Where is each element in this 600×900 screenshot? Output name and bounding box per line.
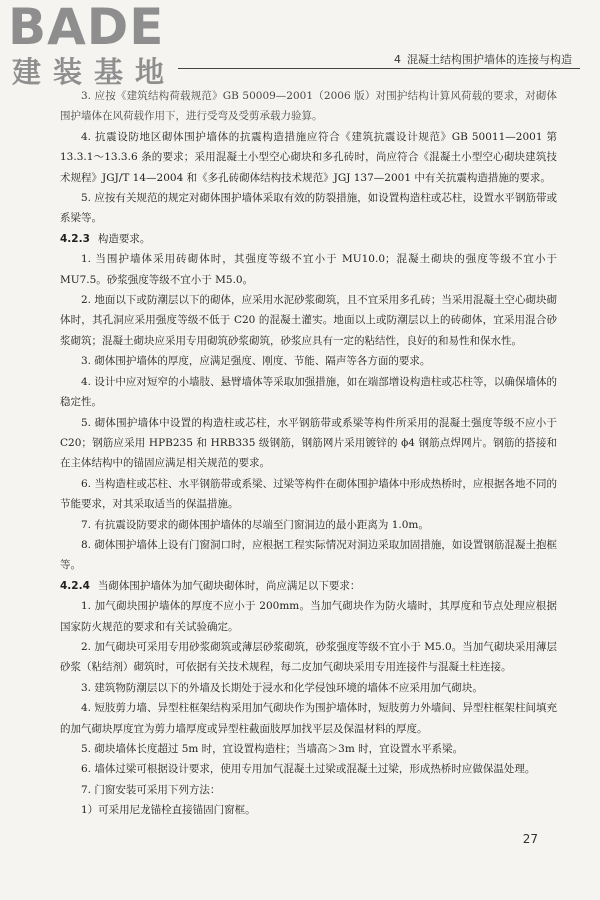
paragraph: 3. 砌体围护墙体的厚度，应满足强度、刚度、节能、隔声等各方面的要求。	[81, 355, 431, 368]
paragraph: 5. 应按有关规范的规定对砌体围护墙体采取有效的防裂措施，如设置构造柱或芯柱，设置水平钢筋带或系梁等。	[60, 192, 557, 225]
paragraph: 6. 墙体过梁可根据设计要求，使用专用加气混凝土过梁或混凝土过梁，形成热桥时应做保温处理。	[81, 763, 536, 776]
chapter-number: 4	[394, 53, 401, 66]
running-header	[394, 51, 572, 67]
paragraph: 1. 当围护墙体采用砖砌体时，其强度等级不宜小于 MU10.0；混凝土砌块的强度等级不宜小于 MU7.5。砂浆强度等级不宜小于 M5.0。	[60, 253, 557, 286]
paragraph: 7. 有抗震设防要求的砌体围护墙体的尽端至门窗洞边的最小距离为 1.0m。	[81, 518, 429, 531]
section-title: 当砌体围护墙体为加气砌块砌体时，尚应满足以下要求：	[97, 579, 361, 592]
chapter-title: 混凝土结构围护墙体的连接与构造	[407, 53, 572, 66]
paragraph: 3. 建筑物防潮层以下的外墙及长期处于浸水和化学侵蚀环境的墙体不应采用加气砌块。	[81, 681, 483, 694]
paragraph: 5. 砌块墙体长度超过 5m 时，宜设置构造柱；当墙高＞3m 时，宜设置水平系梁。	[81, 743, 464, 755]
paragraph: 4. 短肢剪力墙、异型柱框架结构采用加气砌块作为围护墙体时，短肢剪力外墙间、异型柱框架柱间填充的加气砌块厚度宜为剪力墙厚度或异型柱截面肢厚加找平层及保温材料的厚度。	[60, 702, 557, 735]
paragraph: 2. 加气砌块可采用专用砂浆砌筑或薄层砂浆砌筑，砂浆强度等级不宜小于 M5.0。当加气砌块采用薄层砂浆（粘结剂）砌筑时，可依据有关技术规程，每二皮加气砌块采用专用连接件与混凝土柱连接。	[60, 640, 557, 674]
paragraph: 1. 加气砌块围护墙体的厚度不应小于 200mm。当加气砌块作为防火墙时，其厚度和节点处理应根据国家防火规范的要求和有关试验确定。	[60, 600, 557, 633]
paragraph: 2. 地面以下或防潮层以下的砌体，应采用水泥砂浆砌筑，且不宜采用多孔砖；当采用混凝土空心砌块砌体时，其孔洞应采用强度等级不低于 C20 的混凝土灌实。地面以上或防潮层以上的砖砌体，宜采用混合砂浆砌筑；混凝土砌块应采用专用砌筑砂浆砌筑，砂浆应具有一定的粘结性，良好的和易性和保水性。	[60, 294, 557, 347]
paragraph: 4. 设计中应对短窄的小墙肢、悬臂墙体等采取加强措施，如在端部增设构造柱或芯柱等，以确保墙体的稳定性。	[60, 375, 557, 409]
paragraph: 8. 砌体围护墙体上设有门窗洞口时，应根据工程实际情况对洞边采取加固措施，如设置钢筋混凝土抱框等。	[60, 538, 557, 572]
paragraph: 7. 门窗安装可采用下列方法：	[81, 783, 221, 796]
page-number: 27	[522, 832, 538, 846]
section-number: 4.2.4	[60, 579, 90, 592]
paragraph: 1）可采用尼龙锚栓直接锚固门窗框。	[81, 804, 256, 817]
logo-brand-text: BADE	[8, 0, 165, 56]
bade-logo	[0, 0, 190, 95]
body-text	[60, 86, 557, 821]
paragraph: 3. 应按《建筑结构荷载规范》GB 50009—2001（2006 版）对围护结构计算风荷载的要求，对砌体围护墙体在风荷载作用下，进行受弯及受剪承载力验算。	[60, 90, 557, 123]
paragraph: 4. 抗震设防地区砌体围护墙体的抗震构造措施应符合《建筑抗震设计规范》GB 50011—2001 第 13.3.1～13.3.6 条的要求；采用混凝土小型空心砌块和多孔砖时，尚应符合《混凝土小型空心砌块建筑技术规程》JGJ/T 14—2004 和《多孔砖砌体结构技术规范》JGJ 137—2001 中有关抗震构造措施的要求。	[60, 130, 557, 184]
section-heading	[60, 576, 557, 596]
logo-chinese-text: 建装基地	[12, 55, 177, 89]
paragraph: 5. 砌体围护墙体中设置的构造柱或芯柱，水平钢筋带或系梁等构件所采用的混凝土强度等级不应小于 C20；钢筋应采用 HPB235 和 HRB335 级钢筋，钢筋网片采用镀锌的 ϕ4 钢筋点焊网片。钢筋的搭接和在主体结构中的锚固应满足相关规范的要求。	[60, 416, 557, 470]
paragraph: 6. 当构造柱或芯柱、水平钢筋带或系梁、过梁等构件在砌体围护墙体中形成热桥时，应根据各地不同的节能要求，对其采取适当的保温措施。	[60, 477, 557, 511]
section-number: 4.2.3	[60, 232, 90, 245]
section-heading	[60, 229, 557, 249]
section-title: 构造要求。	[97, 232, 151, 245]
header-rule	[178, 68, 580, 69]
